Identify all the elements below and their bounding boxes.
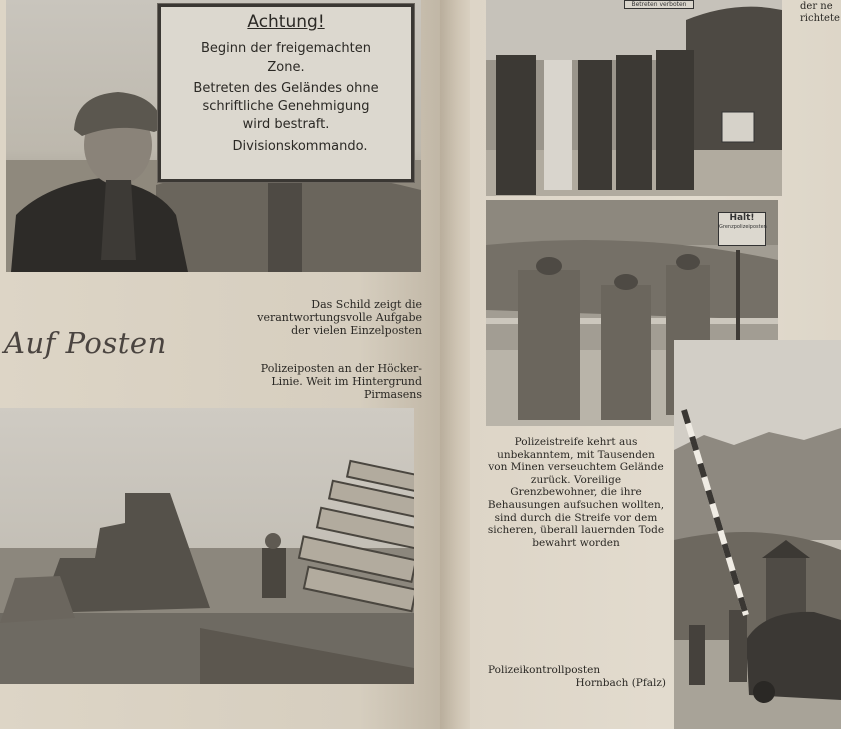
edge-text-line1: der ne (800, 1, 833, 12)
edge-text-line2: richtete (800, 13, 840, 24)
sign-line-4: Betreten des Geländes ohne (193, 81, 379, 96)
caption-patrol: Polizeistreife kehrt aus unbekanntem, mit Tausenden von Minen verseuchtem Gelände zurück. Voreilige Grenzbewohner, die ihre Behausungen aufsuchen wollten, sind durch die Streife vor dem sicheren, überall lauernden Tode bewahrt worden (487, 436, 665, 549)
sign-halt (718, 212, 766, 246)
sign-betreten-verboten: Betreten verboten (624, 0, 694, 9)
sign-line-3: Zone. (267, 60, 305, 75)
sign-line-6: wird bestraft. (242, 117, 330, 132)
photo-border-officials (486, 0, 782, 196)
caption-control-line1: Polizeikontrollposten (488, 664, 601, 676)
sign-line-2: Beginn der freigemachten (201, 41, 371, 56)
sign-halt-title: Halt! (729, 213, 755, 223)
sign-line-achtung: Achtung! (247, 12, 325, 32)
photo-hoecker-linie (0, 408, 414, 684)
caption-hoecker-linie: Polizeiposten an der Höcker-Linie. Weit im Hintergrund Pirmasens (260, 362, 422, 401)
sign-line-7: Divisionskommando. (232, 139, 368, 154)
sign-line-5: schriftliche Genehmigung (202, 99, 370, 114)
caption-control-line2: Hornbach (Pfalz) (575, 677, 666, 689)
caption-sign: Das Schild zeigt die verantwortungsvolle Aufgabe der vielen Einzelposten (257, 298, 422, 337)
sign-halt-subtitle: Grenzpolizeiposten (719, 224, 767, 230)
photo-hornbach-control-post (674, 340, 841, 729)
page-heading: Auf Posten (4, 326, 167, 360)
